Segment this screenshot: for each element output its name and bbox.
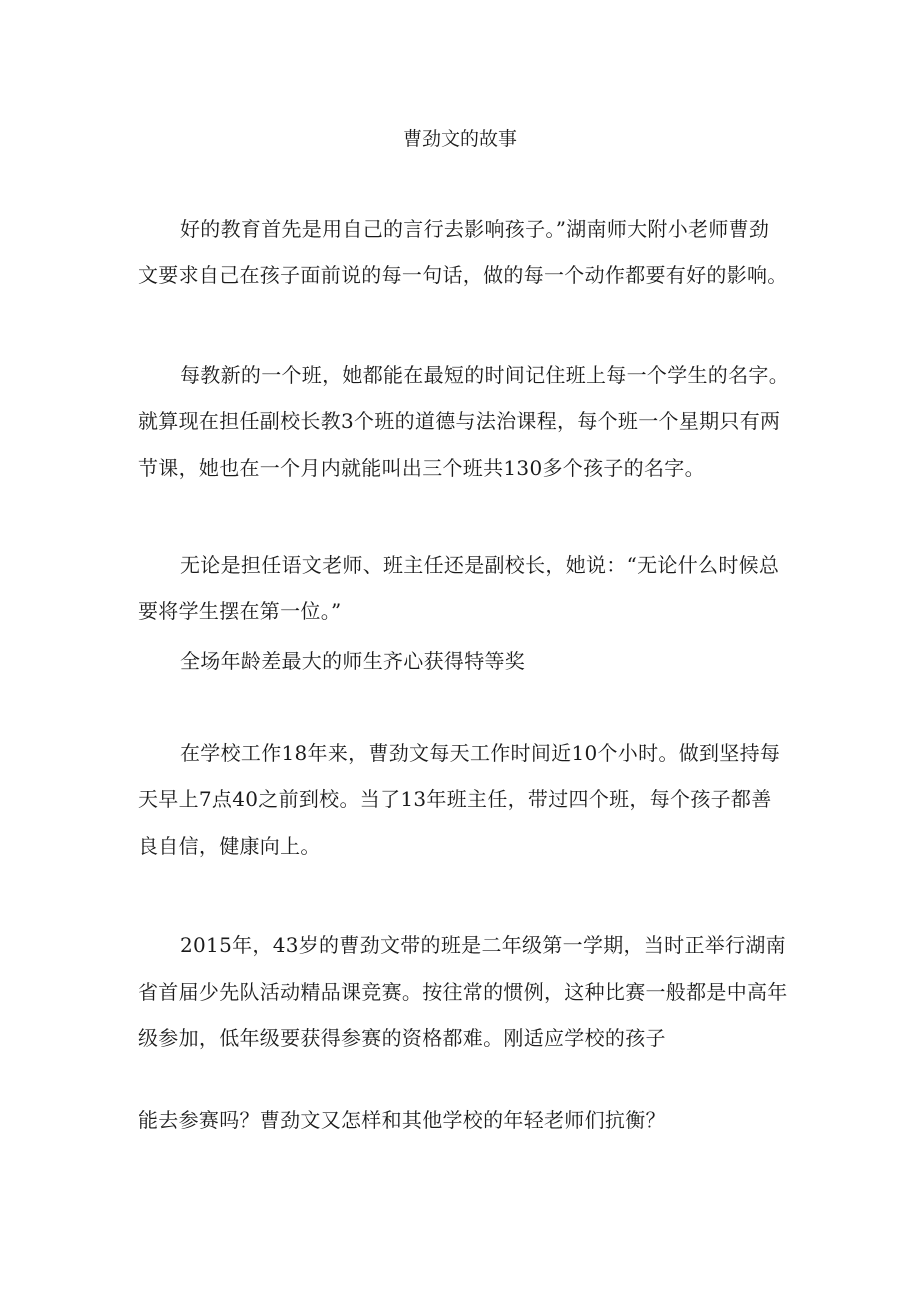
paragraph-4-line-3: 良自信，健康向上。 [138,834,321,858]
paragraph-5-line-1: 2015年，43岁的曹劲文带的班是二年级第一学期，当时正举行湖南 [180,933,786,957]
paragraph-5-line-2: 省首届少先队活动精品课竞赛。按往常的惯例，这种比赛一般都是中高年 [138,980,788,1004]
section-subheading: 全场年龄差最大的师生齐心获得特等奖 [180,649,526,673]
paragraph-4-line-2: 天早上7点40之前到校。当了13年班主任，带过四个班，每个孩子都善 [138,787,772,811]
paragraph-5-line-3: 级参加，低年级要获得参赛的资格都难。刚适应学校的孩子 [138,1026,666,1050]
paragraph-6-line-1: 能去参赛吗？曹劲文又怎样和其他学校的年轻老师们抗衡？ [138,1108,666,1132]
paragraph-2-line-2: 就算现在担任副校长教3个班的道德与法治课程，每个班一个星期只有两 [138,409,781,433]
paragraph-2-line-3: 节课，她也在一个月内就能叫出三个班共130多个孩子的名字。 [138,456,705,480]
paragraph-2-line-1: 每教新的一个班，她都能在最短的时间记住班上每一个学生的名字。 [180,363,789,387]
paragraph-1-line-2: 文要求自己在孩子面前说的每一句话，做的每一个动作都要有好的影响。 [138,263,788,287]
page-title: 曹劲文的故事 [402,128,517,150]
paragraph-4-line-1: 在学校工作18年来，曹劲文每天工作时间近10个小时。做到坚持每 [180,741,781,765]
paragraph-1-line-1: 好的教育首先是用自己的言行去影响孩子。”湖南师大附小老师曹劲 [180,217,770,241]
paragraph-3-line-2: 要将学生摆在第一位。” [138,599,342,623]
paragraph-3-line-1: 无论是担任语文老师、班主任还是副校长，她说：“无论什么时候总 [180,553,780,577]
